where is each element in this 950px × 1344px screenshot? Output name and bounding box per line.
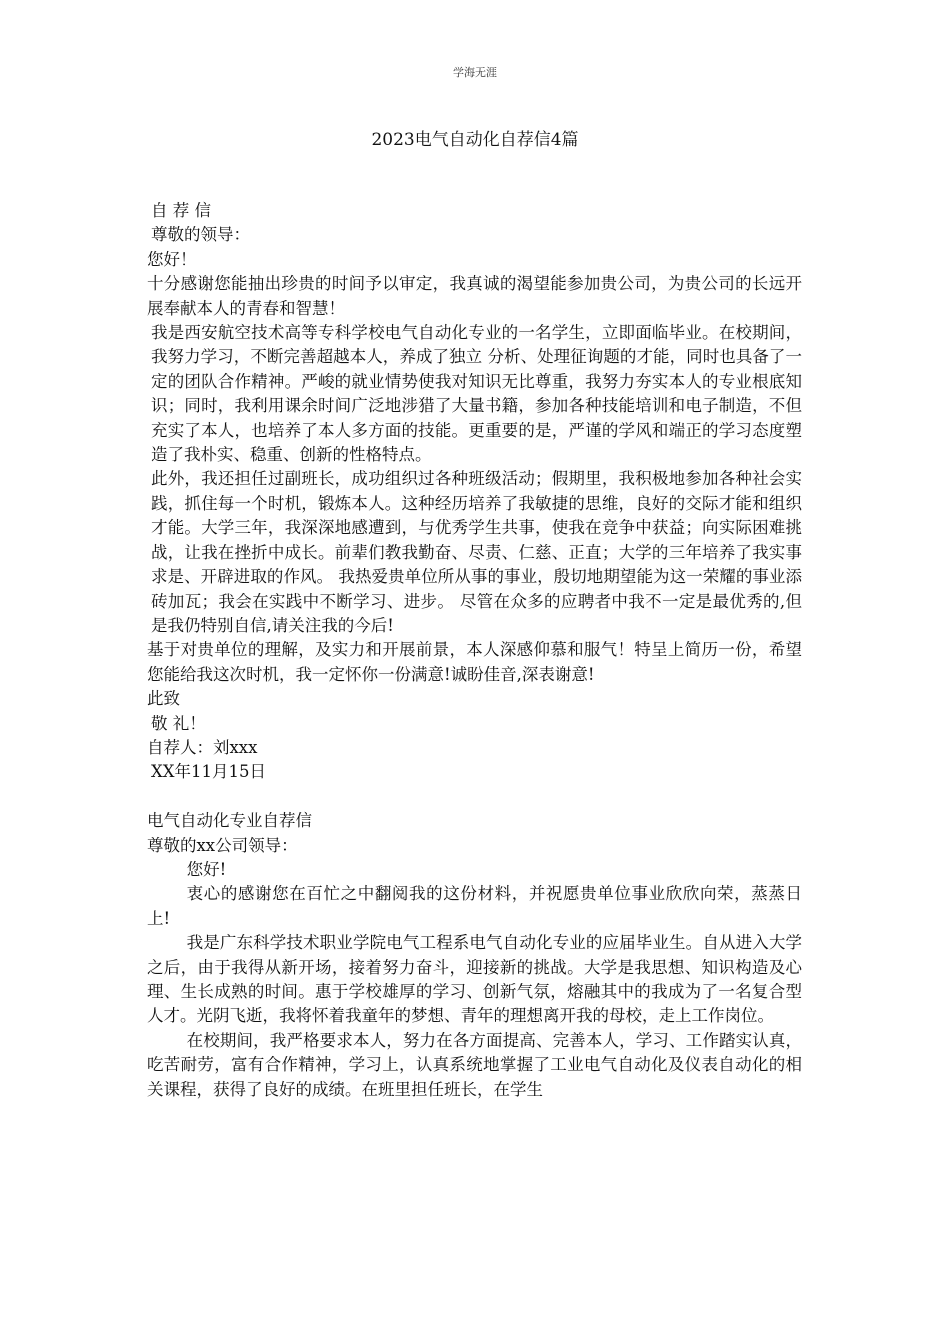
letter-1-heading: 自 荐 信 xyxy=(151,201,211,220)
letter-2-paragraph-3: 在校期间，我严格要求本人，努力在各方面提高、完善本人，学习、工作踏实认真，吃苦耐劳，富有合作精神，学习上，认真系统地掌握了工业电气自动化及仪表自动化的相关课程，获得了良好的成绩。在班里担任班长，在学生 xyxy=(147,1030,802,1099)
letter-1-paragraph-2: 我是西安航空技术高等专科学校电气自动化专业的一名学生，立即面临毕业。在校期间，我努力学习，不断完善超越本人，养成了独立 分析、处理征询题的才能，同时也具备了一定的团队合作精神。严峻的就业情势使我对知识无比尊重，我努力夯实本人的专业根底知识；同时，我利用课余时间广泛地涉猎了大量书籍，参加各种技能培训和电子制造，不但充实了本人，也培养了本人多方面的技能。更重要的是，严谨的学风和端正的学习态度塑造了我朴实、稳重、创新的性格特点。 xyxy=(151,323,802,465)
letter-1-date: XX年11月15日 xyxy=(151,762,266,782)
letter-1 xyxy=(147,199,802,785)
letter-2-paragraph-1: 衷心的感谢您在百忙之中翻阅我的这份材料，并祝愿贵单位事业欣欣向荣，蒸蒸日上! xyxy=(147,884,802,928)
letter-2-heading: 电气自动化专业自荐信 xyxy=(147,811,312,831)
section-gap xyxy=(147,785,802,809)
letter-1-paragraph-1: 十分感谢您能抽出珍贵的时间予以审定，我真诚的渴望能参加贵公司，为贵公司的长远开展奉献本人的青春和智慧！ xyxy=(147,274,802,318)
page-header: 学海无涯 xyxy=(453,66,497,79)
letter-1-regards: 敬 礼！ xyxy=(151,713,206,733)
letter-1-closing: 此致 xyxy=(147,689,180,709)
letter-2-paragraph-2: 我是广东科学技术职业学院电气工程系电气自动化专业的应届毕业生。自从进入大学之后，由于我得从新开场，接着努力奋斗，迎接新的挑战。大学是我思想、知识构造及心理、生长成熟的时间。惠于学校雄厚的学习、创新气氛，熔融其中的我成为了一名复合型人才。光阴飞逝，我将怀着我童年的梦想、青年的理想离开我的母校，走上工作岗位。 xyxy=(147,933,802,1026)
letter-1-paragraph-3: 此外，我还担任过副班长，成功组织过各种班级活动；假期里，我积极地参加各种社会实践，抓住每一个时机，锻炼本人。这种经历培养了我敏捷的思维，良好的交际才能和组织才能。大学三年，我深深地感遭到，与优秀学生共事，使我在竞争中获益；向实际困难挑战，让我在挫折中成长。前辈们教我勤奋、尽责、仁慈、正直；大学的三年培养了我实事求是、开辟进取的作风。 我热爱贵单位所从事的事业，殷切地期望能为这一荣耀的事业添砖加瓦；我会在实践中不断学习、进步。 尽管在众多的应聘者中我不一定是最优秀的,但是我仍特别自信,请关注我的今后! xyxy=(151,469,802,635)
letter-2 xyxy=(147,809,802,1102)
document-body xyxy=(147,199,802,1102)
letter-1-paragraph-4: 基于对贵单位的理解，及实力和开展前景，本人深感仰慕和服气！特呈上简历一份，希望您能给我这次时机，我一定怀你一份满意!诚盼佳音,深表谢意! xyxy=(147,640,802,684)
letter-2-greeting: 您好! xyxy=(186,859,227,879)
document-title: 2023电气自动化自荐信4篇 xyxy=(371,130,579,150)
letter-2-salutation: 尊敬的xx公司领导： xyxy=(147,835,298,855)
letter-1-signature: 自荐人：刘xxx xyxy=(147,737,258,757)
letter-1-greeting: 您好！ xyxy=(147,249,197,269)
letter-1-salutation: 尊敬的领导： xyxy=(151,225,250,245)
